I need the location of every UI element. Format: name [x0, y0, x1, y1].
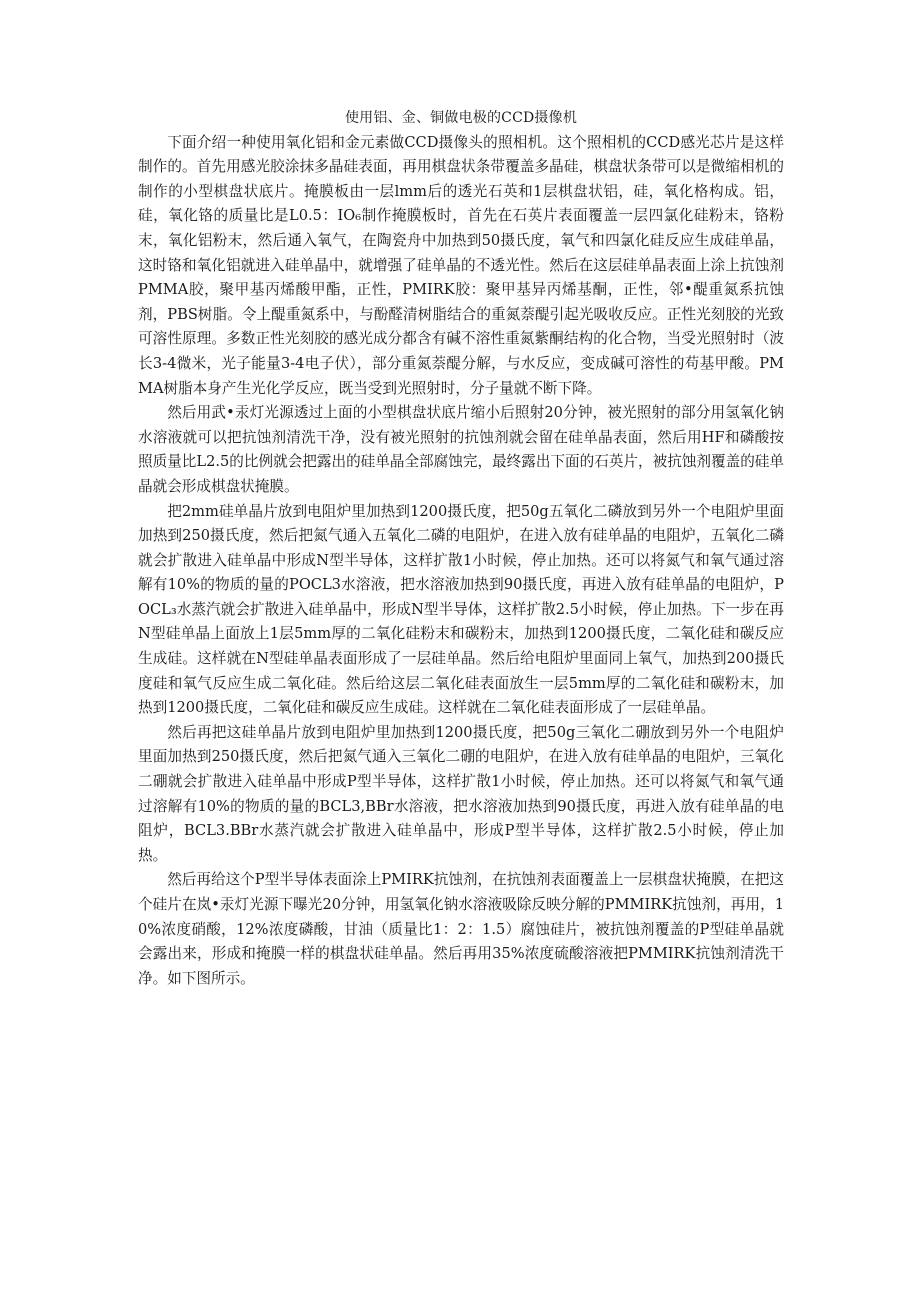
- paragraph-n-type-diffusion: 把2mm硅单晶片放到电阻炉里加热到1200摄氏度，把50g五氧化二磷放到另外一个电阻炉里面加热到250摄氏度，然后把氮气通入五氧化二磷的电阻炉，在进入放有硅单晶的电阻炉，五氧化二磷就会扩散进入硅单晶中形成N型半导体，这样扩散1小时候，停止加热。还可以将氮气和氧气通过溶解有10%的物质的量的POCL3水溶液，把水溶液加热到90摄氏度，再进入放有硅单晶的电阻炉，POCL₃水蒸汽就会扩散进入硅单晶中，形成N型半导体，这样扩散2.5小时候，停止加热。下一步在再N型硅单晶上面放上1层5mm厚的二氧化硅粉末和碳粉末，加热到1200摄氏度，二氧化硅和碳反应生成硅。这样就在N型硅单晶表面形成了一层硅单晶。然后给电阻炉里面同上氧气，加热到200摄氏度硅和氧气反应生成二氧化硅。然后给这层二氧化硅表面放生一层5mm厚的二氧化硅和碳粉末，加热到1200摄氏度，二氧化硅和碳反应生成硅。这样就在二氧化硅表面形成了一层硅单晶。: [138, 502, 784, 717]
- paragraph-exposure-etching: 然后用武•汞灯光源透过上面的小型棋盘状底片缩小后照射20分钟，被光照射的部分用氢氧化钠水溶液就可以把抗蚀剂清洗干净，没有被光照射的抗蚀剂就会留在硅单晶表面，然后用HF和磷酸按照质量比L2.5的比例就会把露出的硅单晶全部腐蚀完，最终露出下面的石英片，被抗蚀剂覆盖的硅单晶就会形成棋盘状掩膜。: [138, 404, 784, 495]
- document-page: [138, 100, 784, 991]
- paragraph-ccd-intro: 下面介绍一种使用氧化铝和金元素做CCD摄像头的照相机。这个照相机的CCD感光芯片是这样制作的。首先用感光胶涂抹多晶硅表面，再用棋盘状条带覆盖多晶硅，棋盘状条带可以是微缩相机的制作的小型棋盘状底片。掩膜板由一层lmm后的透光石英和1层棋盘状铝，硅，氧化格构成。铝，硅，氧化铬的质量比是L0.5：IO₆制作掩膜板时，首先在石英片表面覆盖一层四氯化硅粉末，铬粉末，氧化铝粉末，然后通入氧气，在陶瓷舟中加热到50摄氏度，氧气和四氯化硅反应生成硅单晶，这时铬和氧化铝就进入硅单晶中，就增强了硅单晶的不透光性。然后在这层硅单晶表面上涂上抗蚀剂PMMA胶，聚甲基丙烯酸甲酯，正性，PMIRK胶：聚甲基异丙烯基酮，正性，邻•醍重氮系抗蚀剂，PBS树脂。令上醍重氮系中，与酚醛清树脂结合的重氮萘醍引起光吸收反应。正性光刻胶的光致可溶性原理。多数正性光刻胶的感光成分都含有碱不溶性重氮紫酮结构的化合物，当受光照射时（波长3-4微米，光子能量3-4电子伏），部分重氮萘醍分解，与水反应，变成碱可溶性的苟基甲酸。PMMA树脂本身产生光化学反应，既当受到光照射时，分子量就不断下降。: [138, 133, 784, 397]
- paragraph-p-type-diffusion: 然后再把这硅单晶片放到电阻炉里加热到1200摄氏度，把50g三氧化二硼放到另外一个电阻炉里面加热到250摄氏度，然后把氮气通入三氧化二硼的电阻炉，在进入放有硅单晶的电阻炉，三氧化二硼就会扩散进入硅单晶中形成P型半导体，这样扩散1小时候，停止加热。还可以将氮气和氧气通过溶解有10%的物质的量的BCL3,BBr水溶液，把水溶液加热到90摄氏度，再进入放有硅单晶的电阻炉，BCL3.BBr水蒸汽就会扩散进入硅单晶中，形成P型半导体，这样扩散2.5小时候，停止加热。: [138, 723, 784, 864]
- document-title: 使用铝、金、铜做电极的CCD摄像机: [344, 110, 578, 126]
- paragraph-final-masking: 然后再给这个P型半导体表面涂上PMIRK抗蚀剂，在抗蚀剂表面覆盖上一层棋盘状掩膜，在把这个硅片在岚•汞灯光源下曝光20分钟，用氢氧化钠水溶液吸除反映分解的PMMIRK抗蚀剂，再用，10%浓度硝酸，12%浓度磷酸，甘油（质量比1：2：1.5）腐蚀硅片，被抗蚀剂覆盖的P型硅单晶就会露出来，形成和掩膜一样的棋盘状硅单晶。然后再用35%浓度硫酸溶液把PMMIRK抗蚀剂清洗干净。如下图所示。: [138, 871, 784, 987]
